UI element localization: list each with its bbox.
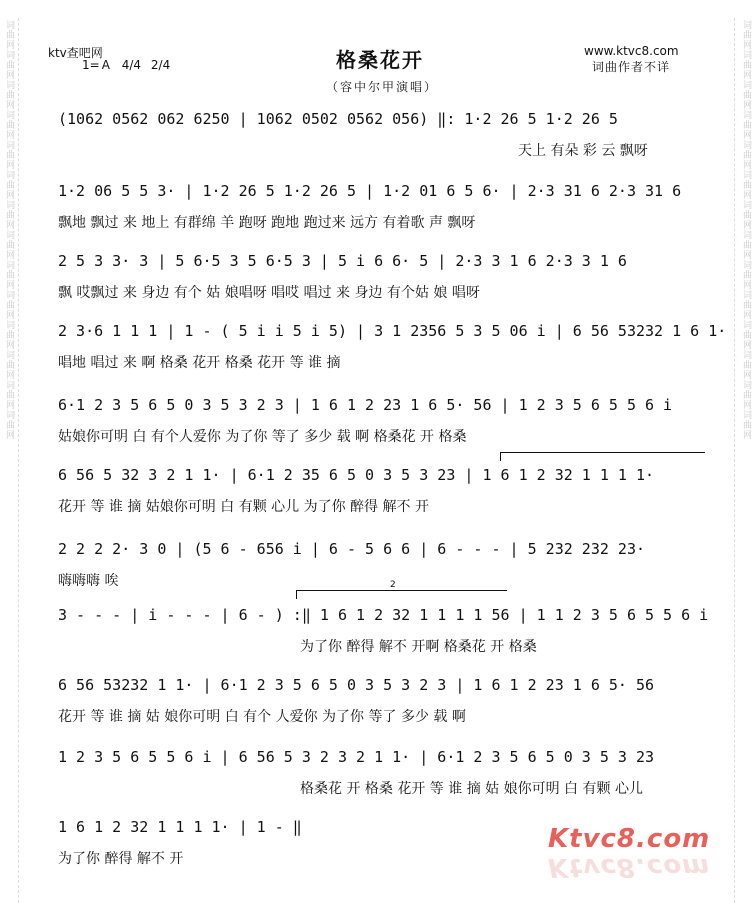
- key-note: A: [101, 58, 110, 72]
- lyric-row: 格桑花 开 格桑 花开 等 谁 摘 姑 娘你可明 白 有颗 心儿: [300, 781, 643, 797]
- lyric-row: 飘地 飘过 来 地上 有群绵 羊 跑呀 跑地 跑过来 远方 有着歌 声 飘呀: [58, 215, 476, 231]
- notation-row: 3 - - - | i - - - | 6 - ) :‖ 1 6 1 2 32 1 1 1 1 56 | 1 1 2 3 5 6 5 5 6 i: [58, 606, 709, 624]
- site-logo-reflection: Ktvc8.com: [548, 852, 711, 882]
- lyric-row: 花开 等 谁 摘 姑娘你可明 白 有颗 心儿 为了你 醉得 解不 开: [58, 499, 429, 515]
- lyric-row: 姑娘你可明 白 有个人爱你 为了你 等了 多少 载 啊 格桑花 开 格桑: [58, 429, 467, 445]
- singer-credit: （容中尔甲演唱）: [326, 80, 439, 94]
- volta-bracket-1: [500, 452, 705, 461]
- song-title: 格桑花开: [336, 48, 424, 72]
- lyric-row: 唱地 唱过 来 啊 格桑 花开 格桑 花开 等 谁 摘: [58, 355, 341, 371]
- notation-row: 1 6 1 2 32 1 1 1 1· | 1 - ‖: [58, 818, 302, 836]
- notation-row: 6·1 2 3 5 6 5 0 3 5 3 2 3 | 1 6 1 2 23 1 6 5· 56 | 1 2 3 5 6 5 5 6 i: [58, 396, 673, 414]
- volta-label-2: 2: [390, 580, 396, 590]
- right-watermark: 词曲网词曲网词曲网词曲网词曲网词曲网词曲网词曲网词曲网词曲网词曲网词曲网词曲网词曲网: [741, 20, 751, 440]
- notation-row: 1·2 06 5 5 3· | 1·2 26 5 1·2 26 5 | 1·2 01 6 5 6· | 2·3 31 6 2·3 31 6: [58, 182, 682, 200]
- right-margin-line: [734, 18, 735, 903]
- composer-credit: 词曲作者不详: [592, 60, 671, 74]
- key-label: 1=: [82, 58, 100, 72]
- lyric-row: 为了你 醉得 解不 开: [58, 851, 184, 867]
- notation-row: 6 56 5 32 3 2 1 1· | 6·1 2 35 6 5 0 3 5 3 23 | 1 6 1 2 32 1 1 1 1·: [58, 466, 655, 484]
- site-url-right: www.ktvc8.com: [584, 44, 679, 58]
- lyric-row: 飘 哎飘过 来 身边 有个 姑 娘唱呀 唱哎 唱过 来 身边 有个姑 娘 唱呀: [58, 285, 480, 301]
- left-watermark: 词曲网词曲网词曲网词曲网词曲网词曲网词曲网词曲网词曲网词曲网词曲网词曲网词曲网词曲网: [4, 20, 14, 440]
- lyric-row: 花开 等 谁 摘 姑 娘你可明 白 有个 人爱你 为了你 等了 多少 载 啊: [58, 709, 466, 725]
- notation-row: 2 2 2 2· 3 0 | (5 6 - 656 i | 6 - 5 6 6 | 6 - - - | 5 232 232 23·: [58, 540, 645, 558]
- key-signature: [82, 58, 170, 72]
- lyric-row: 天上 有朵 彩 云 飘呀: [518, 143, 648, 159]
- notation-row: 2 5 3 3· 3 | 5 6·5 3 5 6·5 3 | 5 i 6 6· 5 | 2·3 3 1 6 2·3 3 1 6: [58, 252, 627, 270]
- lyric-row: 为了你 醉得 解不 开啊 格桑花 开 格桑: [300, 639, 537, 655]
- notation-row: 1 2 3 5 6 5 5 6 i | 6 56 5 3 2 3 2 1 1· | 6·1 2 3 5 6 5 0 3 5 3 23: [58, 748, 655, 766]
- site-logo: Ktvc8.com: [548, 824, 711, 854]
- notation-row: (1062 0562 062 6250 | 1062 0502 0562 056) ‖: 1·2 26 5 1·2 26 5: [58, 110, 618, 128]
- lyric-row: 嗨嗨嗨 唉: [58, 573, 119, 589]
- site-name-left: ktv查吧网: [48, 46, 103, 60]
- volta-bracket-2: [296, 590, 507, 599]
- time-signature-1: 4/4: [121, 58, 142, 72]
- notation-row: 6 56 53232 1 1· | 6·1 2 3 5 6 5 0 3 5 3 2 3 | 1 6 1 2 23 1 6 5· 56: [58, 676, 655, 694]
- notation-row: 2 3·6 1 1 1 | 1 - ( 5 i i 5 i 5) | 3 1 2356 5 3 5 06 i | 6 56 53232 1 6 1·: [58, 322, 727, 340]
- left-margin-line: [18, 18, 19, 903]
- time-signature-2: 2/4: [150, 58, 171, 72]
